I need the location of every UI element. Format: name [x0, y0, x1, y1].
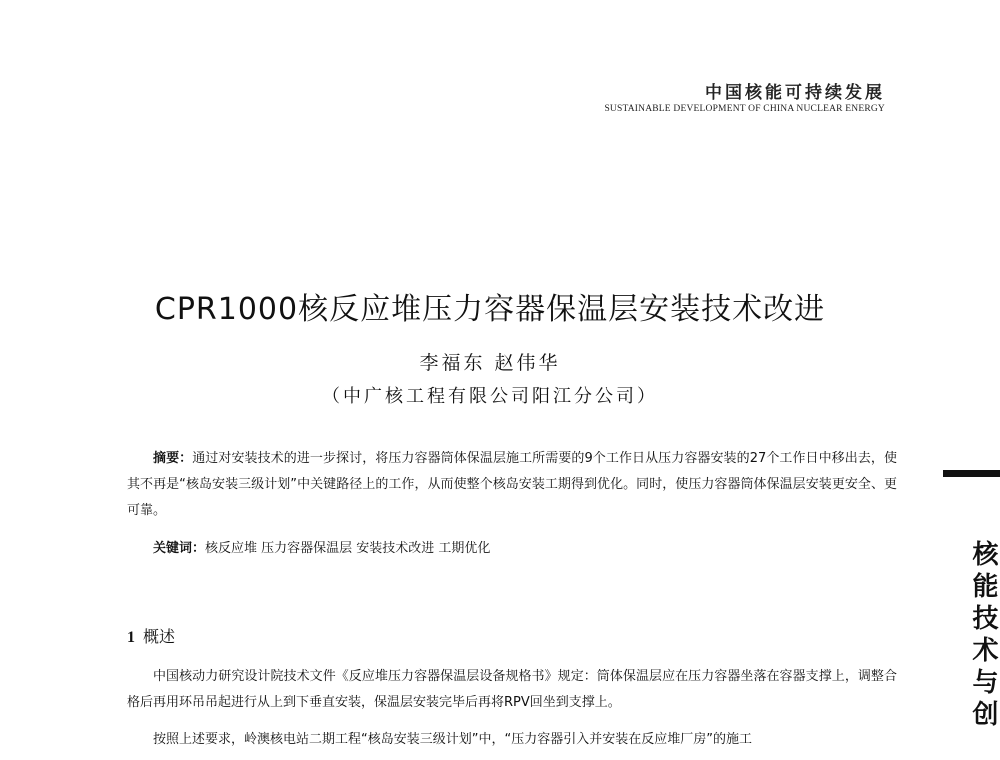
section-heading [127, 624, 175, 647]
article-affiliation: （中广核工程有限公司阳江分公司） [322, 386, 658, 407]
section-number: 1 [127, 629, 135, 646]
journal-name-en: SUSTAINABLE DEVELOPMENT OF CHINA NUCLEAR ENERGY [604, 104, 885, 114]
article-title: CPR1000核反应堆压力容器保温层安装技术改进 [154, 292, 826, 327]
abstract [127, 446, 897, 524]
abstract-label: 摘要： [153, 451, 193, 466]
side-tab-bar [943, 470, 1000, 477]
side-column-label: 核能技术与创 [968, 540, 998, 732]
body-paragraph-2: 按照上述要求，岭澳核电站二期工程“核岛安装三级计划”中，“压力容器引入并安装在反应堆厂房”的施工 [153, 732, 752, 747]
keywords-text: 核反应堆 压力容器保温层 安装技术改进 工期优化 [205, 541, 491, 556]
keywords [127, 536, 897, 562]
abstract-text: 通过对安装技术的进一步探讨，将压力容器筒体保温层施工所需要的9个工作日从压力容器安装的27个工作日中移出去，使其不再是“核岛安装三级计划”中关键路径上的工作，从而使整个核岛安装工期得到优化。同时，使压力容器筒体保温层安装更安全、更可靠。 [127, 451, 897, 518]
section-title: 概述 [143, 627, 176, 646]
journal-name-cn: 中国核能可持续发展 [705, 83, 885, 103]
keywords-label: 关键词： [153, 541, 206, 556]
body-paragraph-1: 中国核动力研究设计院技术文件《反应堆压力容器保温层设备规格书》规定：筒体保温层应在压力容器坐落在容器支撑上，调整合格后再用环吊吊起进行从上到下垂直安装，保温层安装完毕后再将RPV回坐到支撑上。 [127, 669, 897, 710]
article-authors: 李福东 赵伟华 [419, 352, 561, 374]
